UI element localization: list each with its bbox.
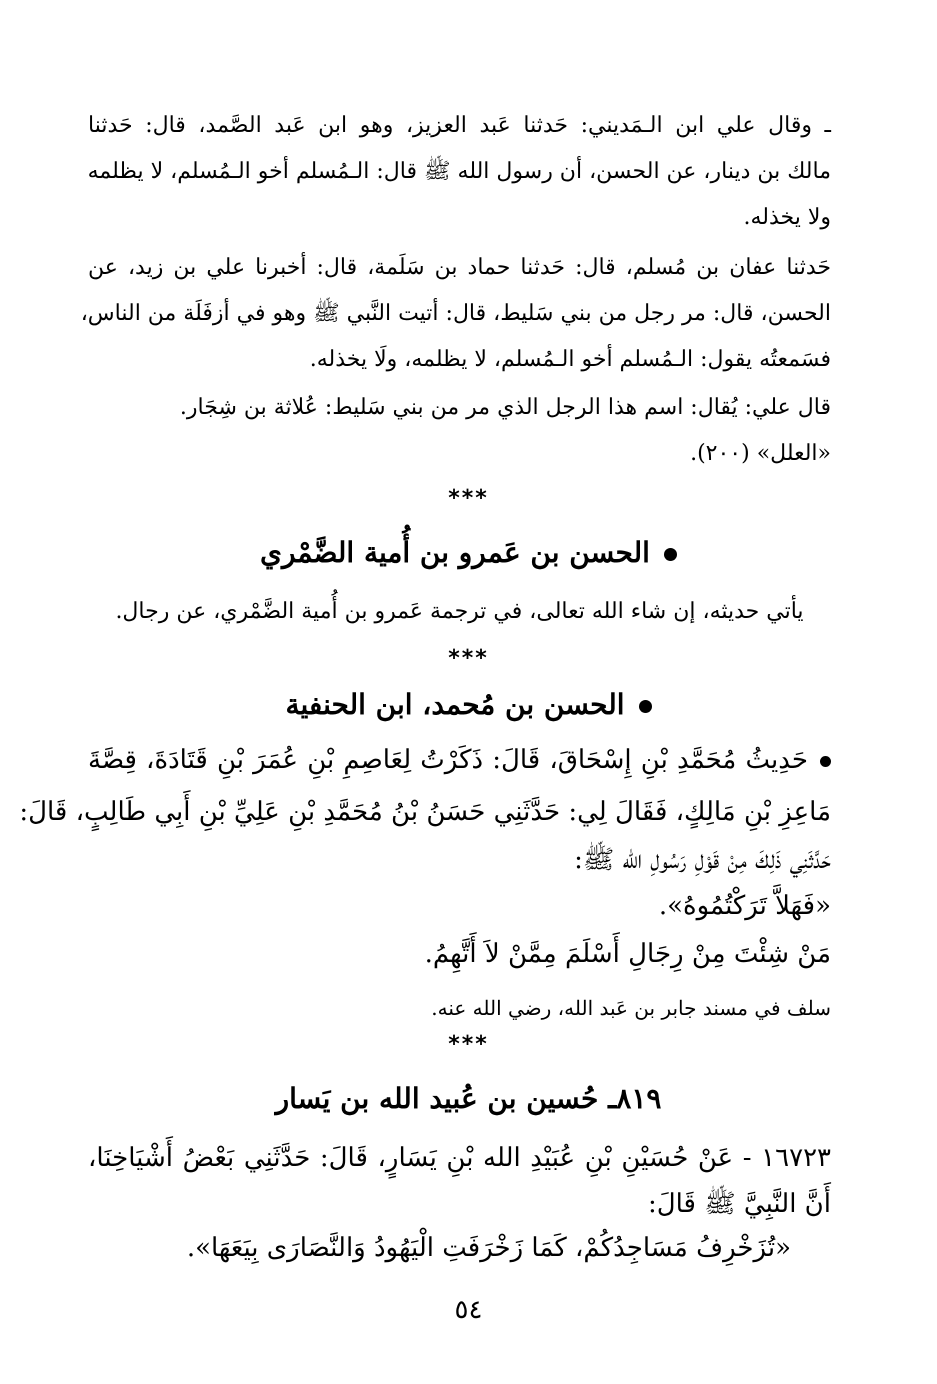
paragraph-5-line-1-text: حَدِيثُ مُحَمَّدِ بْنِ إِسْحَاقَ، قَالَ: ذَكَرْتُ لِعَاصِمِ بْنِ عُمَرَ بْنِ قَتَادَةَ، قِصَّةَ: [88, 745, 808, 775]
paragraph-2-line-2: الحسن، قال: مر رجل من بني سَليط، قال: أتيت النَّبي ﷺ وهو في أزفَلَة من الناس،: [80, 301, 831, 326]
paragraph-1-line-2: مالك بن دينار، عن الحسن، أن رسول الله ﷺ قال: الـمُسلم أخو الـمُسلم، لا يظلمه: [87, 159, 831, 184]
section-heading-3: ٨١٩ـ حُسين بن عُبيد الله بن يَسار: [275, 1082, 662, 1115]
paragraph-6-line-2: أَنَّ النَّبِيَّ ﷺ قَالَ:: [647, 1189, 831, 1219]
paragraph-5-line-6: سلف في مسند جابر بن عَبد الله، رضي الله عنه.: [431, 996, 831, 1020]
paragraph-5-line-1: [88, 738, 831, 782]
paragraph-3-line-1: قال علي: يُقال: اسم هذا الرجل الذي مر من بني سَليط: عُلاثة بن شِجَار.: [179, 395, 831, 420]
heading-2-text: الحسن بن مُحمد، ابن الحنفية: [285, 688, 625, 721]
paragraph-6-line-1: ١٦٧٢٣ - عَنْ حُسَيْنِ بْنِ عُبَيْدِ الله بْنِ يَسَارٍ، قَالَ: حَدَّثَنِي بَعْضُ أَشْيَاخِنَا،: [88, 1143, 831, 1173]
section-heading-2: [0, 680, 937, 730]
heading-1-text: الحسن بن عَمرو بن أُمية الضَّمْري: [260, 536, 650, 569]
paragraph-1-line-3: ولا يخذله.: [743, 205, 831, 230]
section-heading-1: [0, 528, 937, 578]
separator-stars: ***: [448, 646, 489, 671]
page-number: ٥٤: [454, 1295, 483, 1325]
separator-stars: ***: [448, 1032, 489, 1057]
bullet-icon: [664, 548, 677, 561]
paragraph-6-line-3: «تُزَخْرِفُ مَسَاجِدُكُمْ، كَمَا زَخْرَفَتِ الْيَهُودُ وَالنَّصَارَى بِيَعَهَا».: [186, 1233, 791, 1263]
paragraph-5-line-2: مَاعِزِ بْنِ مَالِكٍ، فَقَالَ لِي: حَدَّثَنِي حَسَنُ بْنُ مُحَمَّدِ بْنِ عَلِيِّ بْنِ أَبِي طَالِبٍ، قَالَ:: [19, 797, 831, 827]
paragraph-3-line-2: «العلل» (٢٠٠).: [690, 441, 831, 466]
paragraph-2-line-1: حَدثنا عفان بن مُسلم، قال: حَدثنا حماد بن سَلَمة، قال: أخبرنا علي بن زيد، عن: [88, 255, 831, 280]
paragraph-4-line-1: يأتي حديثه، إن شاء الله تعالى، في ترجمة عَمرو بن أُمية الضَّمْري، عن رجال.: [115, 599, 804, 624]
paragraph-2-line-3: فسَمعتُه يقول: الـمُسلم أخو الـمُسلم، لا يظلمه، ولَا يخذله.: [309, 347, 831, 372]
paragraph-5-line-5: مَنْ شِئْتَ مِنْ رِجَالِ أَسْلَمَ مِمَّنْ لاَ أَتَّهِمُ.: [424, 939, 831, 969]
paragraph-5-line-3: حَدَّثَنِي ذَلِكَ مِنْ قَوْلِ رَسُولِ الله ﷺ:: [574, 845, 831, 875]
paragraph-1-line-1: ـ وقال علي ابن الـمَديني: حَدثنا عَبد العزيز، وهو ابن عَبد الصَّمد، قال: حَدثنا: [88, 113, 831, 138]
bullet-icon: [639, 700, 652, 713]
paragraph-5-line-4: «فَهَلاَّ تَرَكْتُمُوهُ».: [658, 891, 831, 921]
separator-stars: ***: [448, 486, 489, 511]
bullet-icon: [820, 756, 831, 767]
